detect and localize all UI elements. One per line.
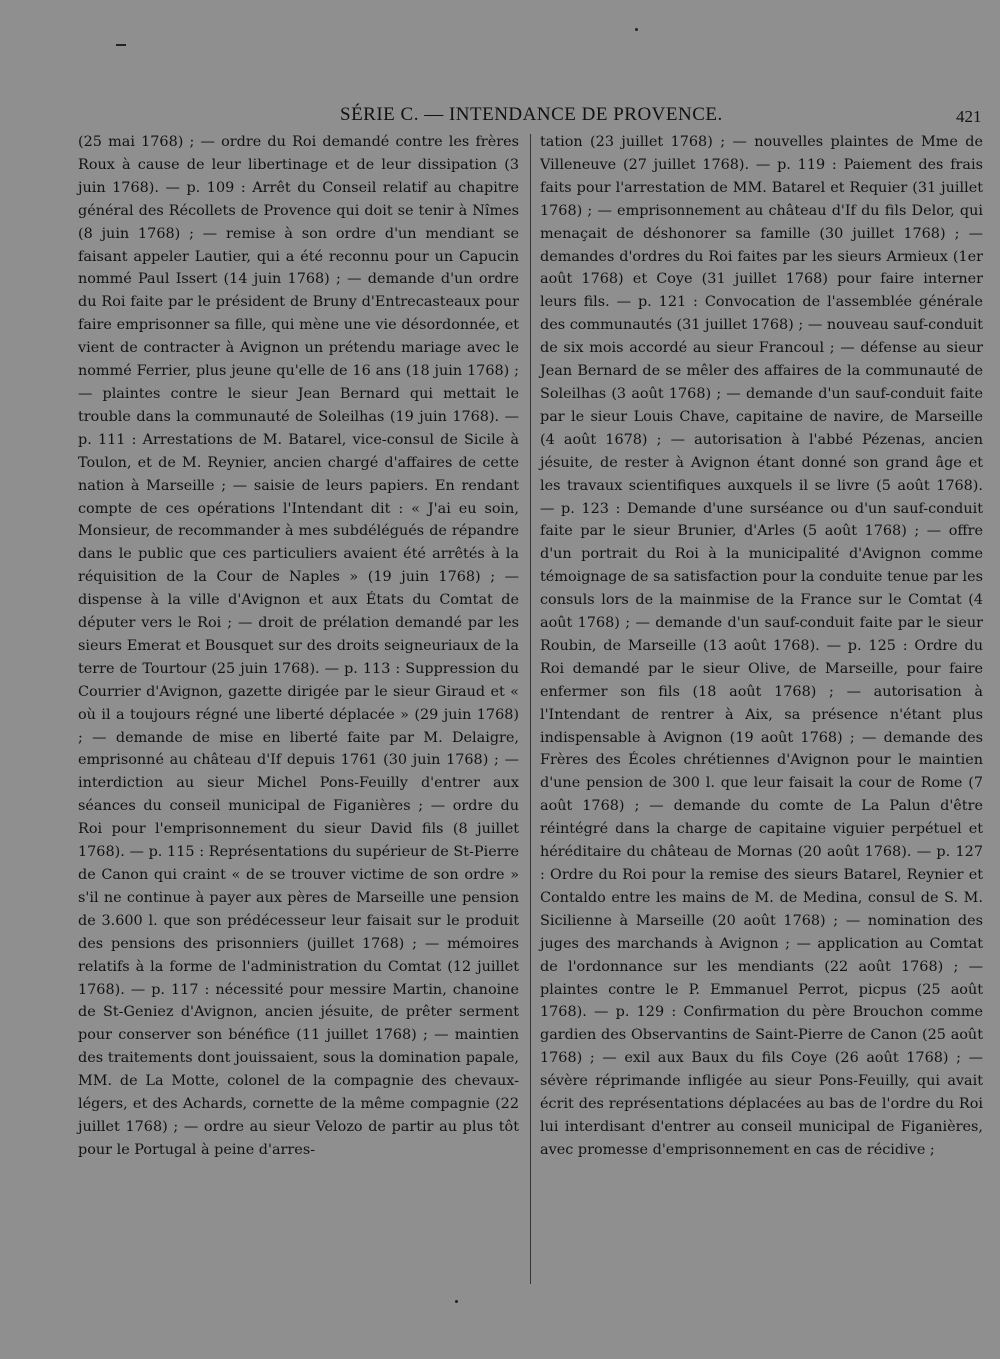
page-number: 421 xyxy=(956,107,982,126)
scan-speck xyxy=(455,1300,458,1303)
running-head: SÉRIE C. — INTENDANCE DE PROVENCE. xyxy=(340,104,723,125)
scan-speck xyxy=(116,44,126,46)
right-column-text: tation (23 juillet 1768) ; — nouvelles plaintes de Mme de Villeneuve (27 juillet 1768). — p. 119 : Paiement des frais faits pour l'arrestation de MM. Batarel et Requier (31 juillet 1768) ; — emprisonnement au château d'If du fils Delor, qui menaçait de déshonorer sa famille (30 juillet 1768) ; — demandes d'ordres du Roi faites par les sieurs Armieux (1er août 1768) et Coye (31 juillet 1768) pour faire interner leurs fils. — p. 121 : Convocation de l'assemblée générale des communautés (31 juillet 1768) ; — nouveau sauf-conduit de six mois accordé au sieur Francoul ; — défense au sieur Jean Bernard de se mêler des affaires de la communauté de Soleilhas (3 août 1768) ; — demande d'un sauf-conduit faite par le sieur Louis Chave, capitaine de navire, de Marseille (4 août 1678) ; — autorisation à l'abbé Pézenas, ancien jésuite, de rester à Avignon étant donné son grand âge et les travaux scientifiques auxquels il se livre (5 août 1768). — p. 123 : Demande d'une surséance ou d'un sauf-conduit faite par le sieur Brunier, d'Arles (5 août 1768) ; — offre d'un portrait du Roi à la municipalité d'Avignon comme témoignage de sa satisfaction pour la conduite tenue par les consuls lors de la mainmise de la France sur le Comtat (4 août 1768) ; — demande d'un sauf-conduit faite par le sieur Roubin, de Marseille (13 août 1768). — p. 125 : Ordre du Roi demandé par le sieur Olive, de Marseille, pour faire enfermer son fils (18 août 1768) ; — autorisation à l'Intendant de rentrer à Aix, sa présence n'étant plus indispensable à Avignon (19 août 1768) ; — demande des Frères des Écoles chrétiennes d'Avignon pour le maintien d'une pension de 300 l. que leur faisait la cour de Rome (7 août 1768) ; — demande du comte de La Palun d'être réintégré dans la charge de capitaine viguier perpétuel et héréditaire du château de Mornas (20 août 1768). — p. 127 : Ordre du Roi pour la remise des sieurs Batarel, Reynier et Contaldo entre les mains de M. de Medina, consul de S. M. Sicilienne à Marseille (20 août 1768) ; — nomination des juges des marchands à Avignon ; — application au Comtat de l'ordonnance sur les mendiants (22 août 1768) ; — plaintes contre le P. Emmanuel Perrot, picpus (25 août 1768). — p. 129 : Confirmation du père Brouchon comme gardien des Observantins de Saint-Pierre de Canon (25 août 1768) ; — exil aux Baux du fils Coye (26 août 1768) ; — sévère réprimande infligée au sieur Pons-Feuilly, qui avait écrit des représentations déplacées au bas de l'ordre du Roi lui interdisant d'entrer au conseil municipal de Figanières, avec promesse d'emprisonnement en cas de récidive ; xyxy=(540,134,983,1158)
scan-speck xyxy=(635,28,638,31)
left-column-text: (25 mai 1768) ; — ordre du Roi demandé contre les frères Roux à cause de leur libertinage et de leur dissipation (3 juin 1768). — p. 109 : Arrêt du Conseil relatif au chapitre général des Récollets de Provence qui doit se tenir à Nîmes (8 juin 1768) ; — remise à son ordre d'un mendiant se faisant appeler Lautier, qui a été reconnu pour un Capucin nommé Paul Issert (14 juin 1768) ; — demande d'un ordre du Roi faite par le président de Bruny d'Entrecasteaux pour faire emprisonner sa fille, qui mène une vie désordonnée, et vient de contracter à Avignon un prétendu mariage avec le nommé Ferrier, plus jeune qu'elle de 16 ans (18 juin 1768) ; — plaintes contre le sieur Jean Bernard qui mettait le trouble dans la communauté de Soleilhas (19 juin 1768). — p. 111 : Arrestations de M. Batarel, vice-consul de Sicile à Toulon, et de M. Reynier, ancien chargé d'affaires de cette nation à Marseille ; — saisie de leurs papiers. En rendant compte de ces opérations l'Intendant dit : « J'ai eu soin, Monsieur, de recommander à mes subdélégués de répandre dans le public que ces particuliers avaient été arrêtés à la réquisition de la Cour de Naples » (19 juin 1768) ; — dispense à la ville d'Avignon et aux États du Comtat de députer vers le Roi ; — droit de prélation demandé par les sieurs Emerat et Bousquet sur des droits seigneuriaux de la terre de Tourtour (25 juin 1768). — p. 113 : Suppression du Courrier d'Avignon, gazette dirigée par le sieur Giraud et « où il a toujours régné une liberté déplacée » (29 juin 1768) ; — demande de mise en liberté faite par M. Delaigre, emprisonné au château d'If depuis 1761 (30 juin 1768) ; — interdiction au sieur Michel Pons-Feuilly d'entrer aux séances du conseil municipal de Figanières ; — ordre du Roi pour l'emprisonnement du sieur David fils (8 juillet 1768). — p. 115 : Représentations du supérieur de St-Pierre de Canon qui craint « de se trouver victime de son ordre » s'il ne continue à payer aux pères de Marseille une pension de 3.600 l. que son prédécesseur leur faisait sur le produit des pensions des prisonniers (juillet 1768) ; — mémoires relatifs à la forme de l'administration du Comtat (12 juillet 1768). — p. 117 : nécessité pour messire Martin, chanoine de St-Geniez d'Avignon, ancien jésuite, de prêter serment pour conserver son bénéfice (11 juillet 1768) ; — maintien des traitements dont jouissaient, sous la domination papale, MM. de La Motte, colonel de la compagnie des chevaux-légers, et des Achards, cornette de la même compagnie (22 juillet 1768) ; — ordre au sieur Velozo de partir au plus tôt pour le Portugal à peine d'arres- xyxy=(78,134,519,1158)
column-divider xyxy=(530,134,531,1284)
